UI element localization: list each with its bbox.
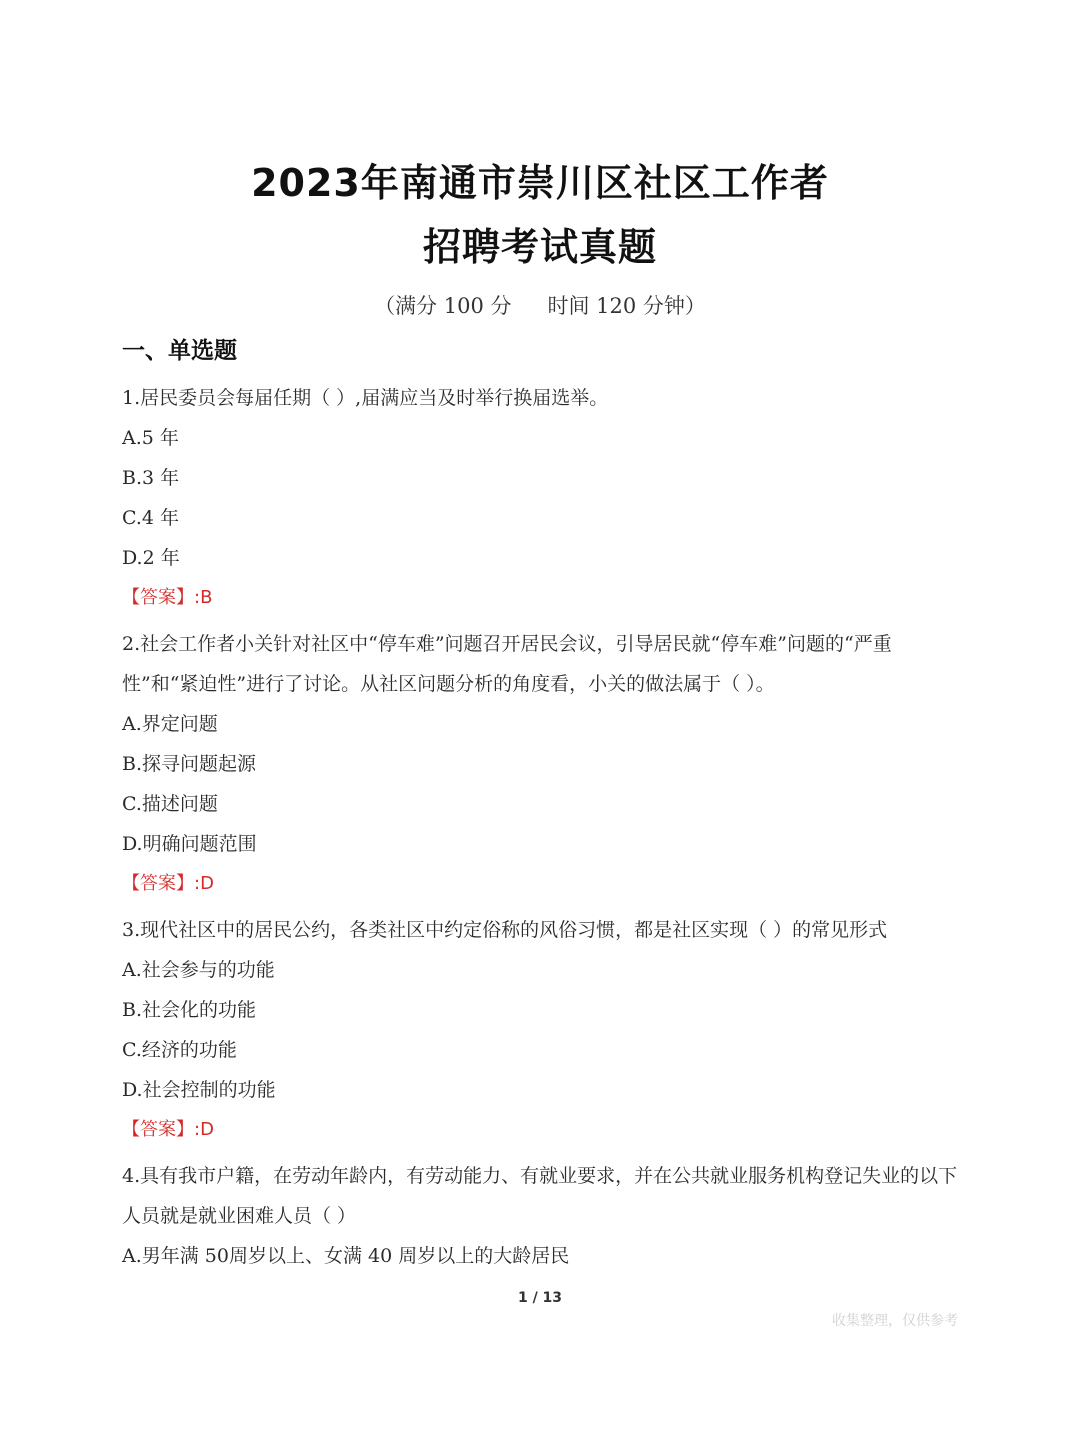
- option-c: C.描述问题: [122, 793, 218, 815]
- answer-value: D: [200, 873, 214, 894]
- option-b: B.社会化的功能: [122, 999, 257, 1021]
- question-item: [122, 624, 962, 904]
- option-b: B.探寻问题起源: [122, 753, 257, 775]
- answer-value: D: [200, 1119, 214, 1140]
- answer-label: 【答案】:: [122, 587, 201, 608]
- watermark-text: 收集整理，仅供参考: [832, 1313, 958, 1329]
- option-d: D.明确问题范围: [122, 833, 257, 855]
- document-title-line-2: 招聘考试真题: [422, 225, 657, 269]
- option-a: A.男年满 50周岁以上、女满 40 周岁以上的大龄居民: [122, 1245, 570, 1267]
- question-text: 3.现代社区中的居民公约，各类社区中约定俗称的风俗习惯，都是社区实现（ ）的常见形式: [122, 919, 888, 941]
- section-heading: 一、单选题: [122, 337, 237, 364]
- answer-value: B: [200, 587, 213, 608]
- exam-info: [0, 290, 1080, 320]
- question-list: [122, 378, 962, 1276]
- answer-label: 【答案】:: [122, 1119, 201, 1140]
- question-text: 2.社会工作者小关针对社区中“停车难”问题召开居民会议，引导居民就“停车难”问题的“严重性”和“紧迫性”进行了讨论。从社区问题分析的角度看，小关的做法属于（ ）。: [122, 633, 892, 695]
- question-item: [122, 910, 962, 1150]
- answer-label: 【答案】:: [122, 873, 201, 894]
- question-text: 4.具有我市户籍，在劳动年龄内，有劳动能力、有就业要求，并在公共就业服务机构登记失业的以下人员就是就业困难人员（ ）: [122, 1165, 958, 1227]
- score-info: （满分 100 分: [374, 294, 512, 318]
- time-info: 时间 120 分钟）: [547, 294, 706, 318]
- option-c: C.4 年: [122, 507, 180, 529]
- page-number: 1 / 13: [517, 1290, 563, 1306]
- document-title-line-1: 2023年南通市崇川区社区工作者: [251, 161, 829, 205]
- option-d: D.社会控制的功能: [122, 1079, 276, 1101]
- option-b: B.3 年: [122, 467, 180, 489]
- option-a: A.界定问题: [122, 713, 218, 735]
- question-item: [122, 1156, 962, 1276]
- option-a: A.社会参与的功能: [122, 959, 275, 981]
- answer-line: [122, 1110, 962, 1150]
- option-c: C.经济的功能: [122, 1039, 237, 1061]
- option-a: A.5 年: [122, 427, 179, 449]
- question-text: 1.居民委员会每届任期（ ）,届满应当及时举行换届选举。: [122, 387, 609, 409]
- question-item: [122, 378, 962, 618]
- answer-line: [122, 864, 962, 904]
- answer-line: [122, 578, 962, 618]
- option-d: D.2 年: [122, 547, 180, 569]
